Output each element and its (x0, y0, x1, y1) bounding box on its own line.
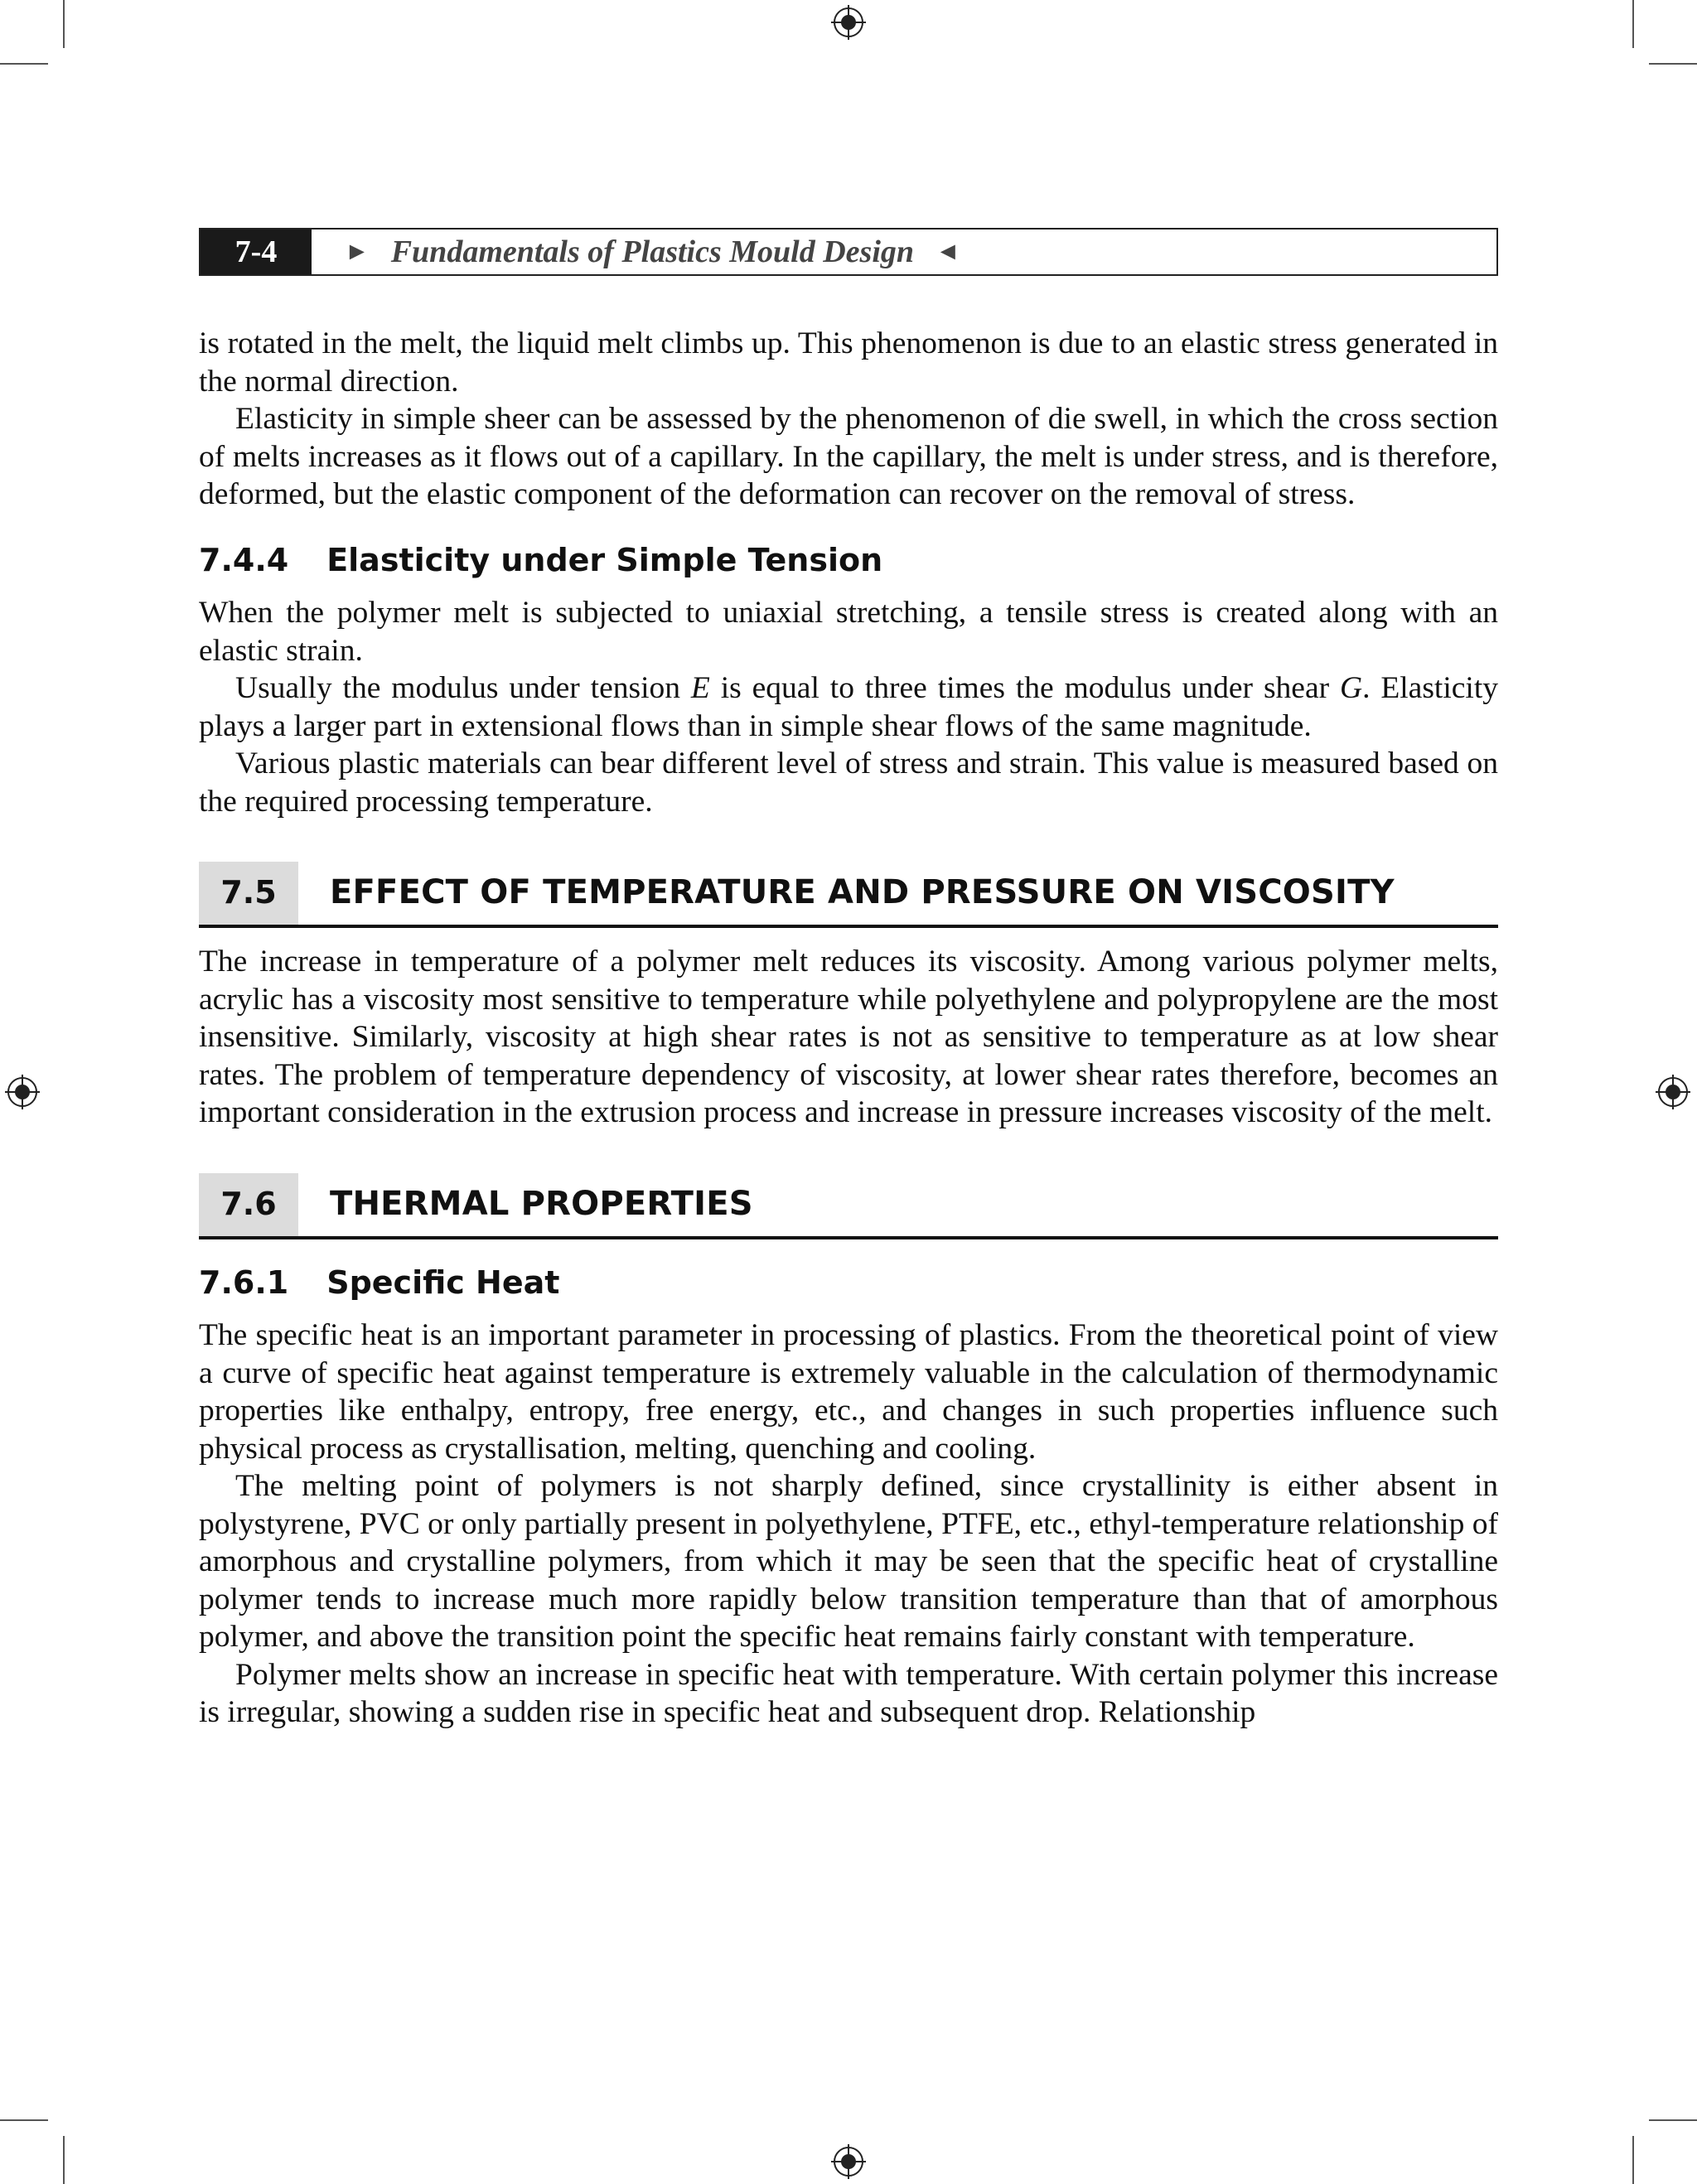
paragraph: When the polymer melt is subjected to uniaxial stretching, a tensile stress is created along with an elastic strain. (199, 596, 1498, 668)
paragraph: Usually the modulus under tension E is equal to three times the modulus under shear G. Elasticity plays a larger part in extensional flows than in simple shear flows of the same magnitude. (199, 671, 1498, 743)
symbol-G: G (1339, 671, 1363, 705)
running-head (199, 228, 1498, 276)
registration-mark-icon (1656, 1075, 1690, 1109)
subsection-heading-7-4-4 (199, 542, 1498, 580)
crop-mark (0, 63, 48, 65)
section-title: THERMAL PROPERTIES (330, 1184, 753, 1223)
subsection-number: 7.4.4 (199, 541, 289, 578)
registration-mark-icon (5, 1075, 40, 1109)
page-number: 7-4 (201, 230, 312, 274)
section-number: 7.5 (199, 862, 298, 925)
crop-mark (63, 0, 65, 48)
crop-mark (1632, 0, 1634, 48)
left-triangle-icon: ◄ (936, 238, 960, 265)
crop-mark (1632, 2136, 1634, 2184)
subsection-title: Specific Heat (326, 1264, 560, 1301)
registration-mark-icon (831, 5, 866, 40)
symbol-E: E (690, 671, 710, 705)
crop-mark (1649, 2119, 1697, 2121)
section-title: EFFECT OF TEMPERATURE AND PRESSURE ON VISCOSITY (330, 873, 1395, 912)
subsection-title: Elasticity under Simple Tension (326, 541, 883, 578)
section-number: 7.6 (199, 1173, 298, 1236)
paragraph: The increase in temperature of a polymer melt reduces its viscosity. Among various polymer melts, acrylic has a viscosity most sensitive to temperature while polyethylene and polypropylene are the most insensitive. Similarly, viscosity at high shear rates is not as sensitive to temperature as at low shear rates. The problem of temperature dependency of viscosity, at lower shear rates therefore, becomes an important consideration in the extrusion process and increase in pressure increases viscosity of the melt. (199, 945, 1498, 1129)
section-heading-7-6 (199, 1173, 1498, 1239)
book-title: Fundamentals of Plastics Mould Design (390, 234, 915, 269)
paragraph: Polymer melts show an increase in specific heat with temperature. With certain polymer this increase is irregular, showing a sudden rise in specific heat and subsequent drop. Relationship (199, 1657, 1498, 1729)
crop-mark (0, 2119, 48, 2121)
registration-mark-icon (831, 2144, 866, 2179)
book-title-bar (312, 234, 960, 270)
paragraph: is rotated in the melt, the liquid melt climbs up. This phenomenon is due to an elastic stress generated in the normal direction. (199, 326, 1498, 399)
subsection-number: 7.6.1 (199, 1264, 289, 1301)
paragraph: Various plastic materials can bear different level of stress and strain. This value is measured based on the required processing temperature. (199, 747, 1498, 819)
crop-mark (1649, 63, 1697, 65)
right-triangle-icon: ► (345, 238, 370, 265)
section-heading-7-5 (199, 862, 1498, 928)
subsection-heading-7-6-1 (199, 1264, 1498, 1302)
page-body (199, 325, 1498, 1732)
paragraph: The melting point of polymers is not sharply defined, since crystallinity is either absent in polystyrene, PVC or only partially present in polyethylene, PTFE, etc., ethyl-temperature relationship of amorphous and crystalline polymers, from which it may be seen that the specific heat of crystalline polymer tends to increase much more rapidly below transition temperature than that of amorphous polymer, and above the transition point the specific heat remains fairly constant with temperature. (199, 1469, 1498, 1654)
paragraph: The specific heat is an important parameter in processing of plastics. From the theoretical point of view a curve of specific heat against temperature is extremely valuable in the calculation of thermodynamic properties like enthalpy, entropy, free energy, etc., and changes in such properties influence such physical process as crystallisation, melting, quenching and cooling. (199, 1318, 1498, 1466)
paragraph: Elasticity in simple sheer can be assessed by the phenomenon of die swell, in which the cross section of melts increases as it flows out of a capillary. In the capillary, the melt is under stress, and is therefore, deformed, but the elastic component of the deformation can recover on the removal of stress. (199, 402, 1498, 511)
crop-mark (63, 2136, 65, 2184)
